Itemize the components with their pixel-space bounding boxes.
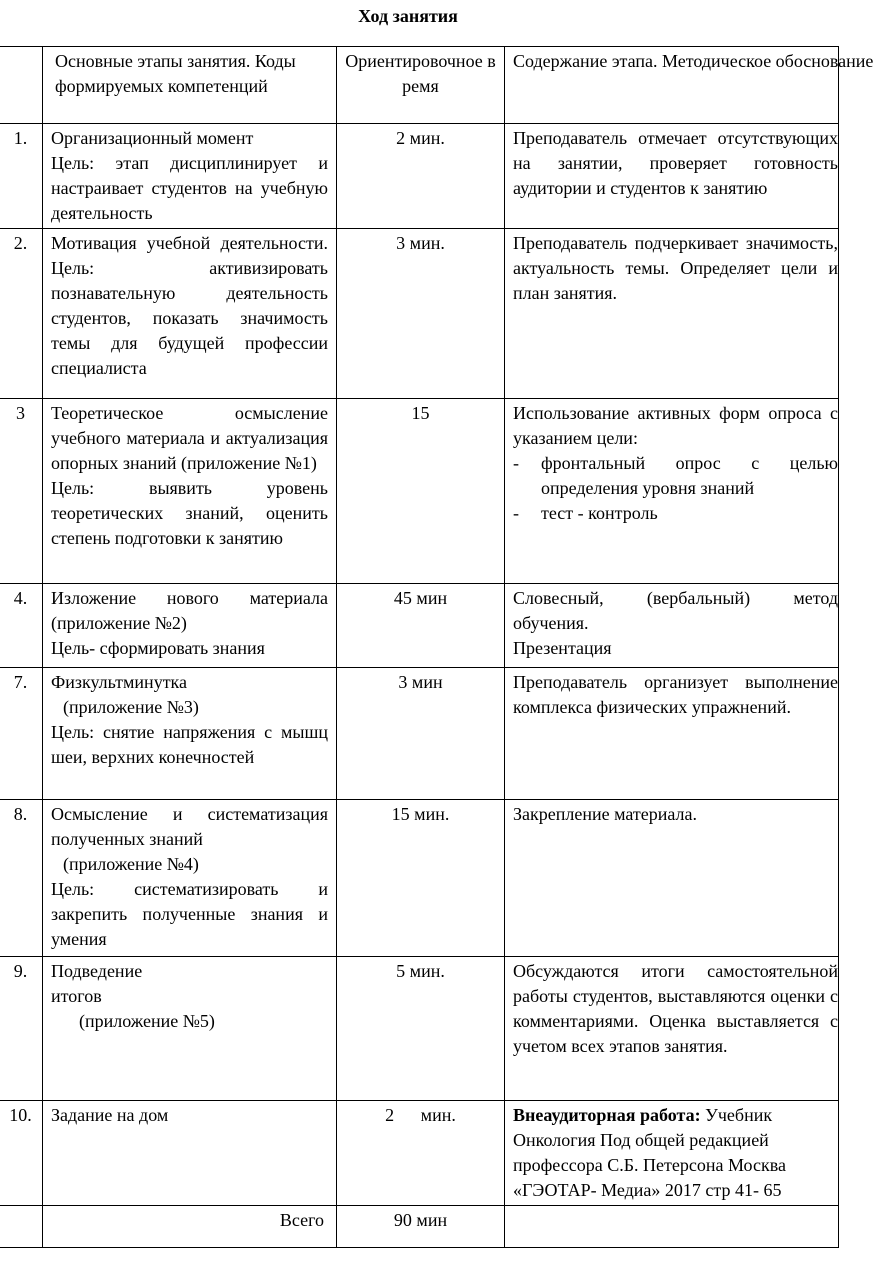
- stage-text: Цель: этап дисциплинирует и настраивает студентов на учебную деятельность: [51, 153, 328, 223]
- content-cell: Обсуждаются итоги самостоятельной работы студентов, выставляются оценки с комментариями. Оценка выставляется с учетом всех этапов занятия.: [505, 957, 839, 1101]
- stage-text: (приложение №5): [79, 1011, 215, 1031]
- total-empty-cell: [505, 1206, 839, 1248]
- time-cell: 5 мин.: [337, 957, 505, 1101]
- stage-text: Организационный момент: [51, 128, 254, 148]
- content-text: Использование активных форм опроса с указанием цели:: [513, 403, 838, 448]
- row-number: 8.: [0, 800, 43, 957]
- content-cell: Преподаватель отмечает отсутствующих на занятии, проверяет готовность аудитории и студентов к занятию: [505, 124, 839, 229]
- table-row: [0, 229, 839, 399]
- content-cell: [505, 399, 839, 584]
- stage-cell: [43, 124, 337, 229]
- table-header-row: [0, 47, 839, 124]
- dash-bullet: -: [513, 503, 519, 523]
- row-number: 1.: [0, 124, 43, 229]
- stage-text: Осмысление и систематизация полученных знаний: [51, 804, 328, 849]
- total-empty-cell: [0, 1206, 43, 1248]
- table-row: [0, 584, 839, 668]
- time-cell: 45 мин: [337, 584, 505, 668]
- stage-cell: [43, 668, 337, 800]
- content-cell: [505, 584, 839, 668]
- time-cell: 15 мин.: [337, 800, 505, 957]
- content-cell: Закрепление материала.: [505, 800, 839, 957]
- stage-text: Цель- сформировать знания: [51, 638, 265, 658]
- list-item: [513, 501, 838, 526]
- content-cell: Преподаватель подчеркивает значимость, актуальность темы. Определяет цели и план занятия.: [505, 229, 839, 399]
- time-cell: 3 мин: [337, 668, 505, 800]
- stage-cell: [43, 957, 337, 1101]
- stage-text: Подведение итогов: [51, 961, 143, 1006]
- content-text: Учебник Онкология Под общей редакцией профессора С.Б. Петерсона Москва «ГЭОТАР- Медиа» 2017 стр 41- 65: [513, 1105, 786, 1200]
- time-cell: 3 мин.: [337, 229, 505, 399]
- table-row: [0, 668, 839, 800]
- content-text: Презентация: [513, 638, 612, 658]
- total-time: 90 мин: [337, 1206, 505, 1248]
- time-cell: 2 мин.: [337, 1101, 505, 1206]
- header-num-cell: [0, 47, 43, 124]
- row-number: 3: [0, 399, 43, 584]
- table-row: [0, 1101, 839, 1206]
- row-number: 2.: [0, 229, 43, 399]
- stage-cell: Мотивация учебной деятельности. Цель: активизировать познавательную деятельность студентов, показать значимость темы для будущей профессии специалиста: [43, 229, 337, 399]
- stage-text: (приложение №4): [63, 854, 199, 874]
- content-cell: [505, 1101, 839, 1206]
- table-row: [0, 399, 839, 584]
- stage-cell: [43, 800, 337, 957]
- stage-text: Цель: снятие напряжения с мышц шеи, верхних конечностей: [51, 722, 328, 767]
- stage-cell: Задание на дом: [43, 1101, 337, 1206]
- stage-cell: [43, 399, 337, 584]
- header-stages: Основные этапы занятия. Коды формируемых компетенций: [43, 47, 337, 124]
- time-cell: 2 мин.: [337, 124, 505, 229]
- list-item-text: тест - контроль: [541, 503, 658, 523]
- stage-text-row: [51, 959, 328, 1009]
- row-number: 4.: [0, 584, 43, 668]
- table-row: [0, 800, 839, 957]
- header-time: Ориентировочное время: [337, 47, 505, 124]
- list-item-text: фронтальный опрос с целью определения уровня знаний: [541, 453, 838, 498]
- stage-text: Теоретическое осмысление учебного материала и актуализация опорных знаний (приложение №1): [51, 403, 328, 473]
- row-number: 9.: [0, 957, 43, 1101]
- page-title: Ход занятия: [358, 6, 458, 26]
- time-cell: 15: [337, 399, 505, 584]
- dash-bullet: -: [513, 453, 519, 473]
- table-row: [0, 124, 839, 229]
- stage-text: Физкультминутка: [51, 672, 188, 692]
- content-cell: Преподаватель организует выполнение комплекса физических упражнений.: [505, 668, 839, 800]
- lesson-table: [0, 46, 873, 1248]
- stage-text: Цель: систематизировать и закрепить полученные знания и умения: [51, 879, 328, 949]
- stage-text: (приложение №3): [63, 697, 199, 717]
- table-row: [0, 957, 839, 1101]
- stage-text: Изложение нового материала (приложение №2): [51, 588, 328, 633]
- stage-cell: [43, 584, 337, 668]
- total-label: Всего: [43, 1206, 337, 1248]
- row-number: 7.: [0, 668, 43, 800]
- content-text: Словесный, (вербальный) метод обучения.: [513, 588, 838, 633]
- list-item: [513, 451, 838, 501]
- homework-label: Внеаудиторная работа:: [513, 1105, 701, 1125]
- stage-text: Цель: выявить уровень теоретических знаний, оценить степень подготовки к занятию: [51, 478, 328, 548]
- total-row: [0, 1206, 839, 1248]
- row-number: 10.: [0, 1101, 43, 1206]
- header-content: Содержание этапа. Методическое обоснование: [505, 47, 839, 124]
